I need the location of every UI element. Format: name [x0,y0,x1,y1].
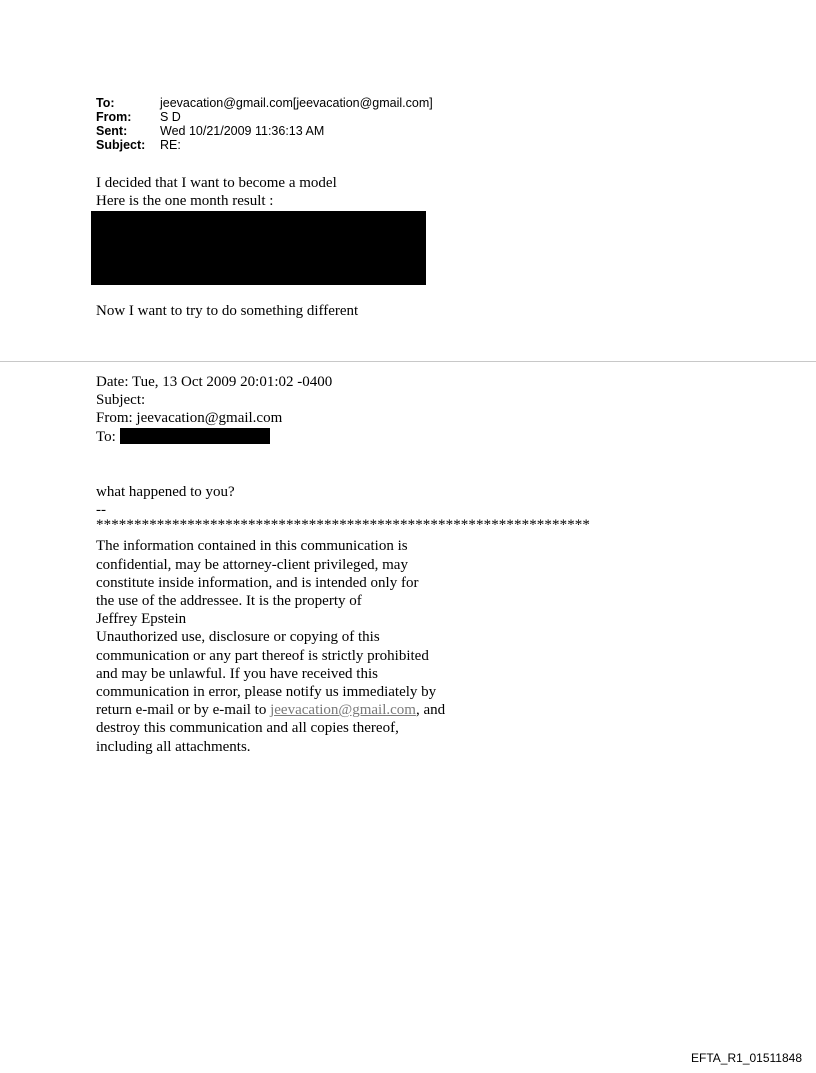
quoted-message: what happened to you? [96,484,235,500]
disclaimer-line-4: the use of the addressee. It is the property of [96,593,362,610]
document-id: EFTA_R1_01511848 [691,1051,802,1065]
signature-dashes: -- [96,502,106,519]
disclaimer-line-10 [96,701,590,719]
quoted-body [96,483,590,756]
message-body [96,174,337,210]
from-row [96,110,433,124]
disclaimer-line-11: destroy this communication and all copies thereof, [96,720,399,737]
quoted-to-row [96,428,332,446]
email-header [96,96,433,152]
subject-value: RE: [160,138,181,152]
redacted-image-block [91,211,426,285]
disclaimer-line-1: The information contained in this communication is [96,538,408,555]
sent-row [96,124,433,138]
quoted-header [96,373,332,446]
redacted-recipient-block [120,428,270,444]
subject-row [96,138,433,152]
disclaimer-link-suffix: , and [415,702,446,719]
disclaimer-line-2: confidential, may be attorney-client privileged, may [96,556,408,573]
divider-line [0,361,816,362]
quoted-to-label: To: [96,428,116,445]
body-line-1: I decided that I want to become a model [96,175,337,191]
disclaimer-line-12: including all attachments. [96,738,251,755]
body-line-3: Now I want to try to do something different [96,303,359,319]
quoted-from: From: jeevacation@gmail.com [96,410,283,427]
sent-label: Sent: [96,124,128,138]
subject-label: Subject: [96,138,146,152]
sent-value: Wed 10/21/2009 11:36:13 AM [160,124,325,138]
body-line-2: Here is the one month result : [96,193,274,210]
email-link[interactable]: jeevacation@gmail.com [270,702,416,719]
message-body-continued [96,302,358,320]
disclaimer-line-9: communication in error, please notify us immediately by [96,684,437,701]
quoted-subject: Subject: [96,392,146,409]
from-value: S D [160,110,181,124]
disclaimer-line-8: and may be unlawful. If you have received this [96,665,378,682]
disclaimer-link-prefix: return e-mail or by e-mail to [96,702,271,719]
disclaimer-line-5: Jeffrey Epstein [96,611,187,628]
disclaimer-line-6: Unauthorized use, disclosure or copying of this [96,629,380,646]
to-label: To: [96,96,115,110]
quoted-date: Date: Tue, 13 Oct 2009 20:01:02 -0400 [96,374,333,390]
disclaimer-line-3: constitute inside information, and is intended only for [96,574,419,591]
to-row [96,96,433,110]
disclaimer-line-7: communication or any part thereof is strictly prohibited [96,647,429,664]
signature-stars: ***************************************************************** [96,519,590,534]
from-label: From: [96,110,132,124]
to-value: jeevacation@gmail.com[jeevacation@gmail.com] [160,96,433,110]
